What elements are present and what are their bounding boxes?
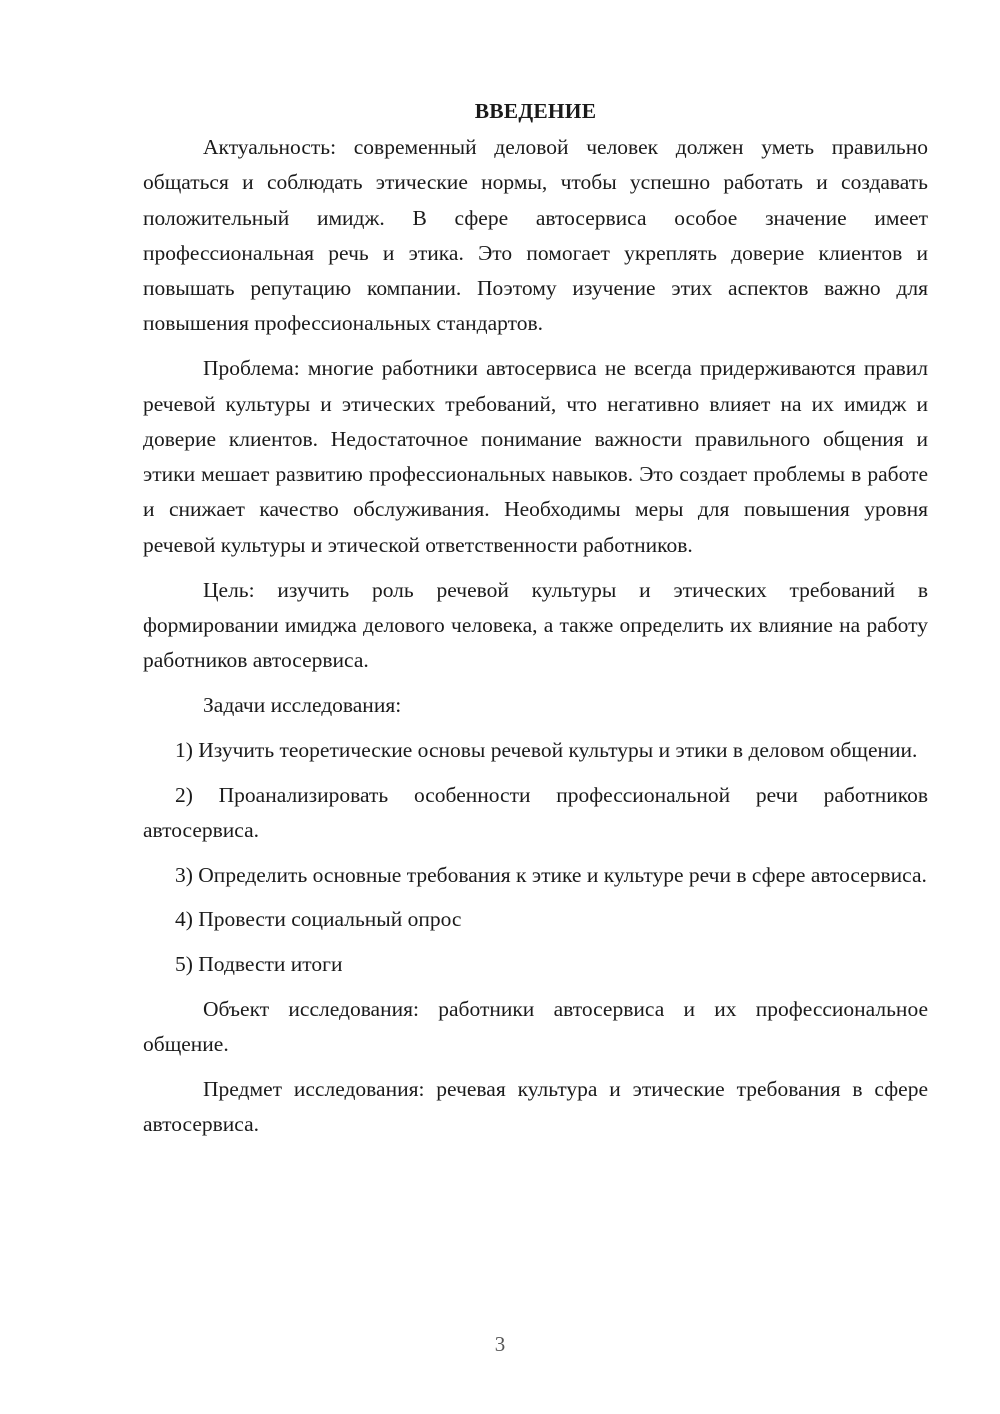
paragraph-subject: Предмет исследования: речевая культура и этические требования в сфере автосервиса. (143, 1077, 928, 1137)
paragraph-problem: Проблема: многие работники автосервиса не всегда придерживаются правил речевой культуры и этических требований, что негативно влияет на их имидж и доверие клиентов. Недостаточное понимание важности правильного общения и этики мешает развитию профессиональных навыков. Это создает проблемы в работе и снижает качество обслуживания. Необходимы меры для повышения уровня речевой культуры и этической ответственности работников. (143, 356, 928, 557)
page-content (143, 94, 928, 1143)
task-item-2: 2) Проанализировать особенности профессиональной речи работников автосервиса. (143, 782, 928, 842)
paragraph-relevance: Актуальность: современный деловой человек должен уметь правильно общаться и соблюдать этические нормы, чтобы успешно работать и создавать положительный имидж. В сфере автосервиса особое значение имеет профессиональная речь и этика. Это помогает укреплять доверие клиентов и повышать репутацию компании. Поэтому изучение этих аспектов важно для повышения профессиональных стандартов. (143, 135, 928, 336)
task-item-4: 4) Провести социальный опрос (175, 907, 462, 932)
task-item-3: 3) Определить основные требования к этике и культуре речи в сфере автосервиса. (175, 862, 927, 887)
section-heading: ВВЕДЕНИЕ (474, 99, 597, 123)
page-number: 3 (494, 1332, 506, 1356)
task-item-5: 5) Подвести итоги (175, 952, 343, 977)
paragraph-goal: Цель: изучить роль речевой культуры и этических требований в формировании имиджа делового человека, а также определить их влияние на работу работников автосервиса. (143, 577, 928, 673)
task-item-1: 1) Изучить теоретические основы речевой культуры и этики в деловом общении. (175, 737, 918, 762)
paragraph-tasks-intro: Задачи исследования: (203, 692, 402, 717)
paragraph-object: Объект исследования: работники автосервиса и их профессиональное общение. (143, 997, 928, 1057)
